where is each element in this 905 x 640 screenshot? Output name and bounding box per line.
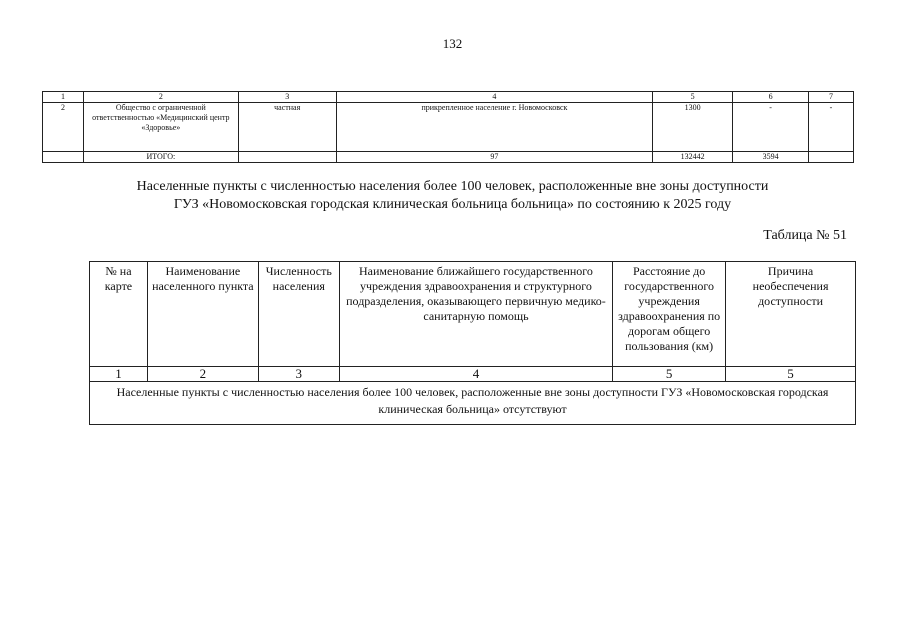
column-number: 2 (147, 367, 258, 382)
main-table-header-row (90, 262, 856, 367)
top-table-header-row (43, 92, 854, 103)
section-heading-line2: ГУЗ «Новомосковская городская клиническая больница больница» по состоянию к 2025 году (173, 197, 732, 212)
total-col4: 97 (336, 152, 653, 163)
absence-note: Населенные пункты с численностью населения более 100 человек, расположенные вне зоны доступности ГУЗ «Новомосковская городская клиническая больница» отсутствуют (90, 382, 856, 425)
header-reason: Причина необеспечения доступности (726, 262, 856, 367)
section-heading-line1: Населенные пункты с численностью населения более 100 человек, расположенные вне зоны доступности (136, 179, 769, 194)
header-locality-name: Наименование населенного пункта (147, 262, 258, 367)
main-table-note-row (90, 382, 856, 425)
main-table-numbers-row (90, 367, 856, 382)
table-label: Таблица № 51 (763, 228, 847, 243)
header-map-number: № на карте (90, 262, 148, 367)
population-count: 1300 (653, 103, 733, 152)
header-population: Численность населения (258, 262, 339, 367)
organization-name: Общество с ограниченной ответственностью «Медицинский центр «Здоровье» (83, 103, 238, 152)
header-nearest-facility: Наименование ближайшего государственного учреждения здравоохранения и структурного подразделения, оказывающего первичную медико-санитарную помощь (339, 262, 612, 367)
top-header-cell: 3 (238, 92, 336, 103)
row-number: 2 (43, 103, 84, 152)
ownership-type: частная (238, 103, 336, 152)
total-label: ИТОГО: (83, 152, 238, 163)
top-table-total-row (43, 152, 854, 163)
column-number: 4 (339, 367, 612, 382)
top-header-cell: 6 (733, 92, 809, 103)
top-header-cell: 4 (336, 92, 653, 103)
page-number: 132 (442, 36, 463, 51)
column-number: 5 (613, 367, 726, 382)
column-number: 3 (258, 367, 339, 382)
total-col5: 132442 (653, 152, 733, 163)
top-header-cell: 2 (83, 92, 238, 103)
cell-col6: - (733, 103, 809, 152)
cell-col7: - (809, 103, 854, 152)
column-number: 5 (726, 367, 856, 382)
column-number: 1 (90, 367, 148, 382)
table-51 (89, 261, 856, 425)
top-header-cell: 7 (809, 92, 854, 103)
header-distance: Расстояние до государственного учреждения здравоохранения по дорогам общего пользования (км) (613, 262, 726, 367)
top-table-row (43, 103, 854, 152)
top-continuation-table (42, 91, 854, 163)
total-col6: 3594 (733, 152, 809, 163)
population-description: прикрепленное население г. Новомосковск (336, 103, 653, 152)
top-header-cell: 1 (43, 92, 84, 103)
top-header-cell: 5 (653, 92, 733, 103)
